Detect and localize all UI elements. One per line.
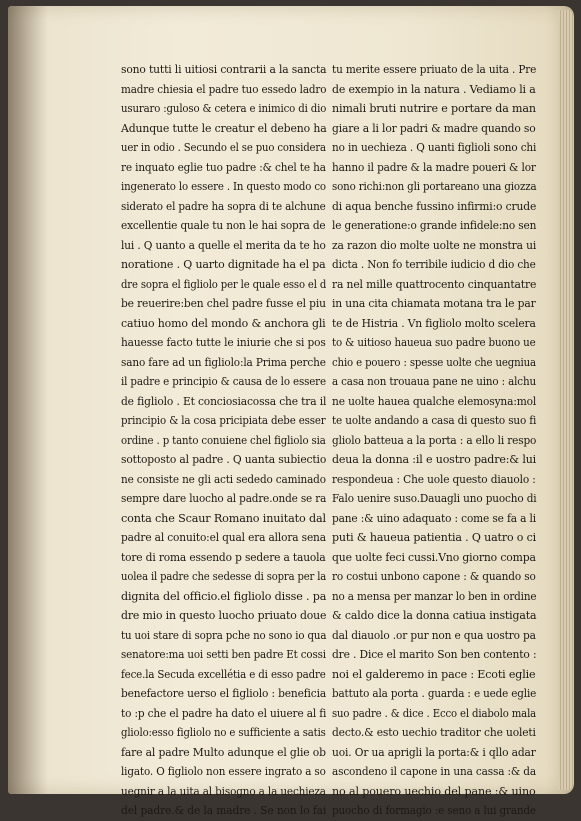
text-line: a casa non trouaua pane ne uino : alchu <box>332 375 536 388</box>
text-line: no a mensa per manzar lo ben in ordine <box>332 589 537 603</box>
text-line: & caldo dice la donna catiua instigata <box>332 609 537 622</box>
text-line: padre al conuito:el qual era allora sena <box>121 531 326 544</box>
text-line: siderato el padre ha sopra di te alchune <box>121 199 326 213</box>
text-line: ne consiste ne gli acti sededo caminado <box>121 472 326 486</box>
text-line: il padre e principio & causa de lo essere <box>121 375 326 388</box>
text-line: di aqua benche fussino infirmi:o crude <box>332 199 537 213</box>
text-line: benefactore uerso el figliolo : beneficia <box>121 687 327 700</box>
text-line: za razon dio molte uolte ne monstra ui <box>332 238 537 252</box>
text-line: noratione . Q uarto dignitade ha el pa <box>121 258 326 271</box>
text-line: giare a li lor padri & madre quando so <box>332 121 536 135</box>
text-line: uolea il padre che sedesse di sopra per la <box>121 570 327 583</box>
text-line: pane :& uino adaquato : come se fa a li <box>332 511 536 525</box>
text-line: hanno il padre & la madre poueri & lor <box>332 160 536 174</box>
text-line: ne uolte hauea qualche elemosyna:mol <box>332 394 537 408</box>
text-line: principio & la cosa pricipiata debe esser <box>121 414 326 427</box>
text-line: dre . Dice el marito Son ben contento : <box>332 648 537 661</box>
text-line: Falo uenire suso.Dauagli uno puocho di <box>332 492 537 505</box>
text-line: Adunque tutte le creatur el debeno ha <box>121 121 327 135</box>
text-line: no in uechieza . Q uanti figlioli sono chi <box>332 141 537 154</box>
right-text-column <box>332 60 536 821</box>
text-line: battuto ala porta . guarda : e uede eglie <box>332 687 537 700</box>
text-line: sempre dare luocho al padre.onde se ra <box>121 492 327 505</box>
text-line: tore di roma essendo p sedere a tauola <box>121 550 326 564</box>
text-line: decto.& esto uechio traditor che uoleti <box>332 726 536 739</box>
text-line: uoi. Or ua aprigli la porta:& i qllo adar <box>332 745 536 759</box>
text-line: excellentie quale tu non le hai sopra de <box>121 219 326 232</box>
text-line: usuraro :guloso & cetera e inimico di dio <box>121 102 327 115</box>
text-line: te uolte andando a casa di questo suo fi <box>332 414 537 427</box>
text-line: gliolo batteua a la porta : a ello li respo <box>332 433 537 447</box>
text-line: dicta . Non fo terribile iudicio d dio che <box>332 258 536 271</box>
text-line: no al pouero uechio del pane :& uino <box>332 784 536 798</box>
text-line: be reuerire:ben chel padre fusse el piu <box>121 297 326 310</box>
text-line: tu merite essere priuato de la uita . Pre <box>332 63 537 76</box>
text-line: ligato. O figliolo non essere ingrato a so <box>121 765 326 778</box>
text-line: puocho di formagio :e seno a lui grande <box>332 804 536 817</box>
text-line: conta che Scaur Romano inuitato dal <box>121 511 326 525</box>
text-line: in una cita chiamata motana tra le par <box>332 297 536 310</box>
text-line: tu uoi stare di sopra pche no sono io qua <box>121 628 327 642</box>
text-line: ascondeno il capone in una cassa :& da <box>332 765 536 778</box>
text-line: fece.la Secuda excellétia e di esso padre <box>121 667 326 681</box>
text-line: sano fare ad un figliolo:la Prima perche <box>121 355 326 369</box>
text-line: sono tutti li uitiosi contrarii a la sancta <box>121 63 327 76</box>
text-line: respondeua : Che uole questo diauolo : <box>332 472 536 486</box>
page-edges <box>558 10 574 790</box>
text-line: noi el galderemo in pace : Ecoti eglie <box>332 667 536 681</box>
text-line: lui . Q uanto a quelle el merita da te ho <box>121 238 326 252</box>
text-line: de exempio in la natura . Vediamo li a <box>332 82 536 96</box>
text-line: sono richi:non gli portareano una giozza <box>332 180 537 193</box>
binding-gutter <box>8 6 48 794</box>
text-line: del padre.& de la madre . Se non lo fai <box>121 804 327 817</box>
text-line: le generatione:o grande infidele:no sen <box>332 219 537 232</box>
left-text-column <box>121 60 326 821</box>
text-line: gliolo:esso figliolo no e sufficiente a satis <box>121 726 326 739</box>
text-line: suo padre . & dice . Ecco el diabolo mala <box>332 706 537 720</box>
text-line: madre chiesia el padre tuo essedo ladro <box>121 82 327 96</box>
text-line: sottoposto al padre . Q uanta subiectio <box>121 453 327 466</box>
text-line: ra nel mille quattrocento cinquantatre <box>332 277 537 291</box>
text-line: dignita del officio.el figliolo disse . pa <box>121 589 327 603</box>
text-line: uegnir a la uita al bisogno a la uechieza <box>121 784 326 798</box>
text-line: uer in odio . Secundo el se puo considera <box>121 141 326 154</box>
text-line: ordine . p tanto conuiene chel figliolo sia <box>121 433 326 447</box>
text-line: ingenerato lo essere . In questo modo co <box>121 180 326 193</box>
text-line: re inquato eglie tuo padre :& chel te ha <box>121 160 326 174</box>
text-line: nimali bruti nutrire e portare da man <box>332 102 536 115</box>
text-line: deua la donna :il e uostro padre:& lui <box>332 453 537 466</box>
text-line: te de Histria . Vn figliolo molto scelera <box>332 316 536 330</box>
text-line: fare al padre Multo adunque el glie ob <box>121 745 326 759</box>
text-line: ro costui unbono capone : & quando so <box>332 570 536 583</box>
text-line: dal diauolo .or pur non e qua uostro pa <box>332 628 536 642</box>
text-line: to & uitioso haueua suo padre buono ue <box>332 336 536 349</box>
text-line: to :p che el padre ha dato el uiuere al fi <box>121 706 327 720</box>
text-line: catiuo homo del mondo & anchora gli <box>121 316 326 330</box>
text-line: hauesse facto tutte le iniurie che si pos <box>121 336 326 349</box>
text-line: de figliolo . Et conciosiacossa che tra il <box>121 394 327 408</box>
text-line: puti & haueua patientia . Q uatro o ci <box>332 531 537 544</box>
text-line: que uolte feci cussi.Vno giorno compa <box>332 550 536 564</box>
text-line: dre mio in questo luocho priuato doue <box>121 609 327 622</box>
text-line: chio e pouero : spesse uolte che uegniua <box>332 355 536 369</box>
text-line: dre sopra el figliolo per le quale esso el d <box>121 277 327 291</box>
text-line: senatore:ma uoi setti ben padre Et cossi <box>121 648 326 661</box>
